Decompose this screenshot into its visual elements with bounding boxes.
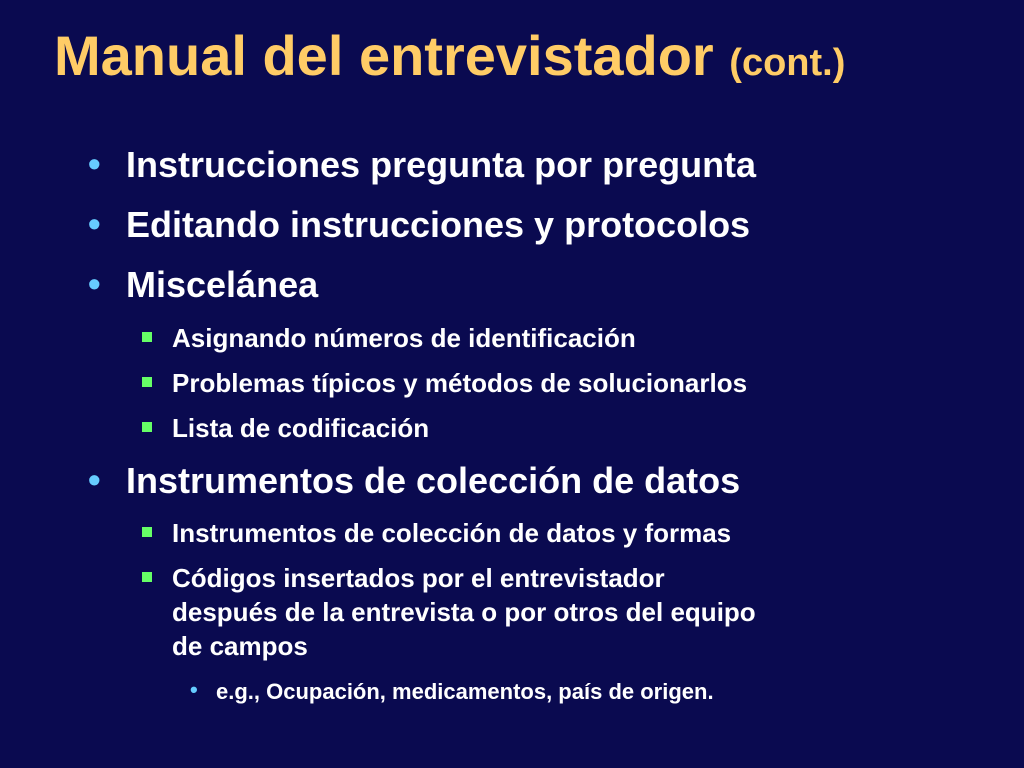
- sub-bullet-item: [172, 321, 636, 355]
- square-bullet-icon: [142, 422, 152, 432]
- sub-bullet-line: de campos: [172, 631, 308, 661]
- sub-bullet-item: [172, 411, 429, 445]
- bullet-item: [88, 263, 319, 305]
- bullet-item: [88, 459, 741, 501]
- bullet-text: Instrucciones pregunta por pregunta: [126, 144, 757, 185]
- round-bullet-icon: •: [88, 203, 101, 244]
- round-bullet-icon: •: [88, 143, 101, 184]
- bullet-text: Editando instrucciones y protocolos: [126, 204, 751, 245]
- bullet-item: [88, 143, 757, 185]
- bullet-text: Miscelánea: [126, 264, 319, 305]
- sub-bullet-text: Instrumentos de colección de datos y formas: [172, 518, 732, 548]
- square-bullet-icon: [142, 572, 152, 582]
- title-suffix: (cont.): [729, 42, 846, 84]
- sub-bullet-item: [172, 366, 747, 400]
- square-bullet-icon: [142, 527, 152, 537]
- sub-bullet-item: [172, 516, 731, 550]
- small-round-bullet-icon: •: [190, 677, 198, 702]
- sub-bullet-text: Asignando números de identificación: [172, 323, 636, 353]
- sub-bullet-text: Lista de codificación: [172, 413, 430, 443]
- bullet-text: Instrumentos de colección de datos: [126, 460, 741, 501]
- title-main: Manual del entrevistador: [54, 24, 714, 87]
- bullet-item: [88, 203, 751, 245]
- slide-title: [54, 24, 846, 87]
- round-bullet-icon: •: [88, 263, 101, 304]
- sub-bullet-text: Problemas típicos y métodos de solucionarlos: [172, 368, 748, 398]
- sub-bullet-item: [172, 561, 756, 663]
- round-bullet-icon: •: [88, 459, 101, 500]
- sub-sub-bullet-text: e.g., Ocupación, medicamentos, país de origen.: [216, 679, 714, 704]
- sub-bullet-line: después de la entrevista o por otros del equipo: [172, 597, 756, 627]
- sub-bullet-line: Códigos insertados por el entrevistador: [172, 563, 665, 593]
- square-bullet-icon: [142, 377, 152, 387]
- sub-sub-bullet-item: [190, 677, 714, 706]
- square-bullet-icon: [142, 332, 152, 342]
